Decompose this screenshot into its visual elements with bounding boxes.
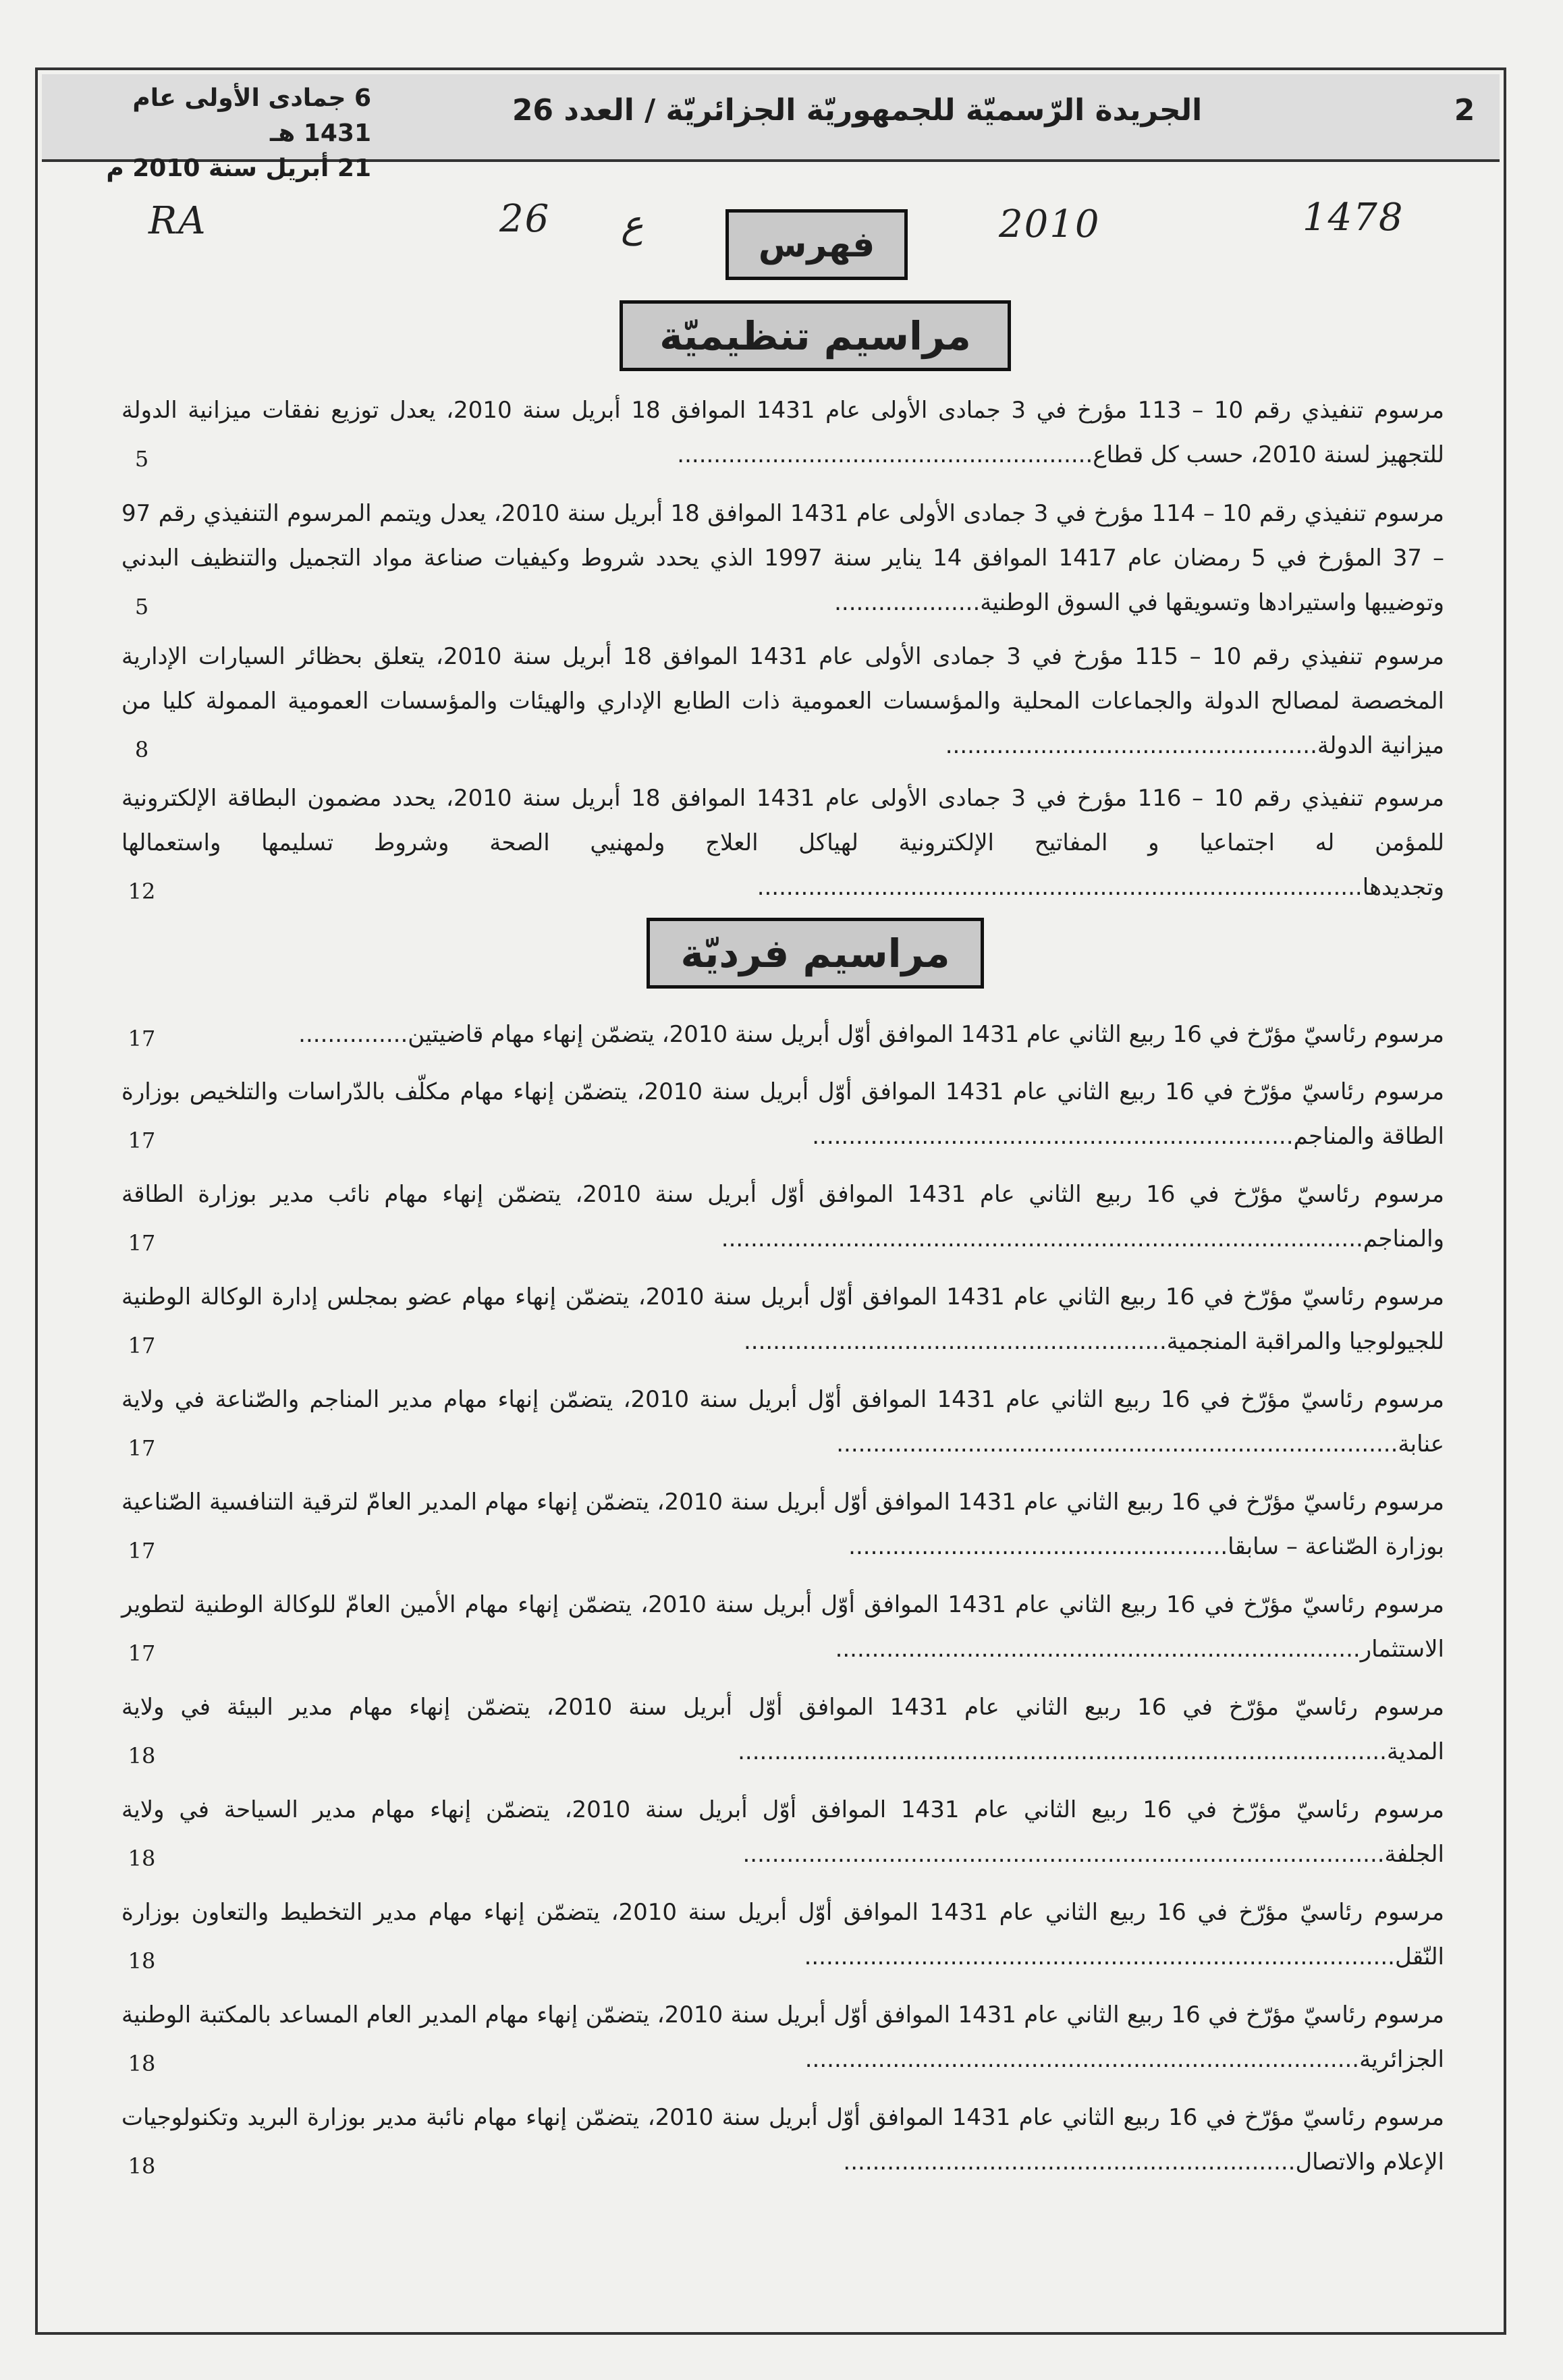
toc-entry-text: مرسوم رئاسيّ مؤرّخ في 16 ربيع الثاني عام 1431 الموافق أوّل أبريل سنة 2010، يتضمّن إنهاء مهام مدير البيئة في ولاية المدية......................................................................................... [121,1694,1445,1765]
toc-entry[interactable] [121,1582,1444,1671]
individual-decrees-title-box [647,918,984,989]
toc-entry-page: 18 [128,2153,156,2179]
toc-entry[interactable] [121,634,1444,768]
toc-entry-page: 17 [128,1435,156,1461]
toc-entry-text: مرسوم رئاسيّ مؤرّخ في 16 ربيع الثاني عام 1431 الموافق أوّل أبريل سنة 2010، يتضمّن إنهاء مهام مدير المناجم والصّناعة في ولاية عنابة............................................................................. [121,1386,1444,1458]
toc-entry[interactable] [121,1377,1444,1466]
toc-entry-page: 18 [128,2051,156,2076]
toc-entry[interactable] [121,491,1444,625]
toc-entry-text: مرسوم تنفيذي رقم 10 – 114 مؤرخ في 3 جمادى الأولى عام 1431 الموافق 18 أبريل سنة 2010، يعدل ويتمم المرسوم التنفيذي رقم 97 – 37 المؤرخ في 5 رمضان عام 1417 الموافق 14 يناير سنة 1997 الذي يحدد شروط وكيفيات صناعة مواد التجميل والتنظيف البدني وتوضيبها واستيرادها وتسويقها في السوق الوطنية.................... [121,500,1444,616]
toc-entry-page: 17 [128,1128,156,1153]
handwritten-mark: 26 [499,197,551,241]
index-title-box [725,209,908,280]
toc-entry[interactable] [121,2095,1444,2184]
toc-entry-text: مرسوم رئاسيّ مؤرّخ في 16 ربيع الثاني عام 1431 الموافق أوّل أبريل سنة 2010، يتضمّن إنهاء مهام مدير التخطيط والتعاون بوزارة النّقل................................................................................. [121,1899,1444,1970]
handwritten-mark: ع [621,202,644,246]
toc-entry-text: مرسوم تنفيذي رقم 10 – 116 مؤرخ في 3 جمادى الأولى عام 1431 الموافق 18 أبريل سنة 2010، يحدد مضمون البطاقة الإلكترونية للمؤمن له اجتماعيا و المفاتيح الإلكترونية لهياكل العلاج ولمهنيي الصحة وشروط تسليمها واستعمالها وتجديدها................................................................................... [121,785,1444,901]
handwritten-mark: RA [148,199,207,243]
toc-entry-text: مرسوم رئاسيّ مؤرّخ في 16 ربيع الثاني عام 1431 الموافق أوّل أبريل سنة 2010، يتضمّن إنهاء مهام نائبة مدير بوزارة البريد وتكنولوجيات الإعلام والاتصال.............................................................. [121,2104,1444,2176]
regulatory-decrees-title: مراسيم تنظيميّة [659,312,971,359]
toc-entry-page: 17 [128,1333,156,1358]
toc-entry-text: مرسوم تنفيذي رقم 10 – 115 مؤرخ في 3 جمادى الأولى عام 1431 الموافق 18 أبريل سنة 2010، يتعلق بحظائر السيارات الإدارية المخصصة لمصالح الدولة والجماعات المحلية والمؤسسات العمومية ذات الطابع الإداري والهيئات والمؤسسات العمومية الممولة كليا من ميزانية الدولة................................................... [121,643,1444,759]
index-title: فهرس [758,224,875,265]
header-date-gregorian: 21 أبريل سنة 2010 م [106,155,371,182]
toc-entry-text: مرسوم رئاسيّ مؤرّخ في 16 ربيع الثاني عام 1431 الموافق أوّل أبريل سنة 2010، يتضمّن إنهاء مهام الأمين العامّ للوكالة الوطنية لتطوير الاستثمار........................................................................ [121,1591,1445,1663]
toc-entry[interactable] [121,1993,1444,2082]
individual-decrees-title: مراسيم فرديّة [680,930,950,976]
toc-entry-page: 8 [134,737,149,763]
toc-entry-text: مرسوم رئاسيّ مؤرّخ في 16 ربيع الثاني عام 1431 الموافق أوّل أبريل سنة 2010، يتضمّن إنهاء مهام عضو بمجلس إدارة الوكالة الوطنية للجيولوجيا والمراقبة المنجمية.......................................................... [121,1283,1445,1355]
toc-entry[interactable] [121,1890,1444,1979]
toc-entry[interactable] [121,1480,1444,1569]
toc-entry[interactable] [121,388,1444,477]
handwritten-mark: 2010 [999,202,1101,246]
toc-entry-page: 18 [128,1948,156,1974]
toc-entry[interactable] [121,1012,1444,1057]
toc-entry-text: مرسوم رئاسيّ مؤرّخ في 16 ربيع الثاني عام 1431 الموافق أوّل أبريل سنة 2010، يتضمّن إنهاء مهام مدير السياحة في ولاية الجلفة........................................................................................ [121,1796,1444,1868]
toc-entry-text: مرسوم رئاسيّ مؤرّخ في 16 ربيع الثاني عام 1431 الموافق أوّل أبريل سنة 2010، يتضمّن إنهاء مهام قاضيتين............... [298,1021,1444,1048]
toc-entry-page: 12 [128,879,156,904]
toc-entry[interactable] [121,1172,1444,1261]
toc-entry-page: 17 [128,1640,156,1666]
toc-entry[interactable] [121,1070,1444,1159]
toc-entry-page: 5 [134,594,149,619]
toc-entry-text: مرسوم تنفيذي رقم 10 – 113 مؤرخ في 3 جمادى الأولى عام 1431 الموافق 18 أبريل سنة 2010، يعدل توزيع نفقات ميزانية الدولة للتجهيز لسنة 2010، حسب كل قطاع......................................................... [121,397,1445,468]
header-title: الجريدة الرّسميّة للجمهوريّة الجزائريّة / العدد 26 [512,93,1203,128]
header-date [74,81,371,186]
toc-entry-text: مرسوم رئاسيّ مؤرّخ في 16 ربيع الثاني عام 1431 الموافق أوّل أبريل سنة 2010، يتضمّن إنهاء مهام المدير العامّ لترقية التنافسية الصّناعية بوزارة الصّناعة – سابقا.................................................... [121,1489,1444,1560]
header-page-number: 2 [1454,93,1475,128]
header-date-hijri: 6 جمادى الأولى عام 1431 هـ [132,84,371,147]
toc-entry-text: مرسوم رئاسيّ مؤرّخ في 16 ربيع الثاني عام 1431 الموافق أوّل أبريل سنة 2010، يتضمّن إنهاء مهام المدير العام المساعد بالمكتبة الوطنية الجزائرية............................................................................ [121,2001,1444,2073]
toc-entry[interactable] [121,1275,1444,1364]
toc-entry-page: 17 [128,1538,156,1563]
regulatory-decrees-title-box [620,300,1011,371]
toc-entry-page: 5 [134,446,149,472]
toc-entry-text: مرسوم رئاسيّ مؤرّخ في 16 ربيع الثاني عام 1431 الموافق أوّل أبريل سنة 2010، يتضمّن إنهاء مهام مكلّف بالدّراسات والتلخيص بوزارة الطاقة والمناجم.................................................................. [121,1078,1444,1150]
toc-entry-text: مرسوم رئاسيّ مؤرّخ في 16 ربيع الثاني عام 1431 الموافق أوّل أبريل سنة 2010، يتضمّن إنهاء مهام نائب مدير بوزارة الطاقة والمناجم........................................................................................ [121,1181,1444,1252]
toc-entry[interactable] [121,1788,1444,1877]
toc-entry-page: 17 [128,1230,156,1256]
toc-entry[interactable] [121,1685,1444,1774]
handwritten-mark: 1478 [1302,196,1404,240]
toc-entry-page: 18 [128,1846,156,1871]
toc-entry[interactable] [121,776,1444,910]
toc-entry-page: 17 [128,1026,156,1051]
toc-entry-page: 18 [128,1743,156,1769]
